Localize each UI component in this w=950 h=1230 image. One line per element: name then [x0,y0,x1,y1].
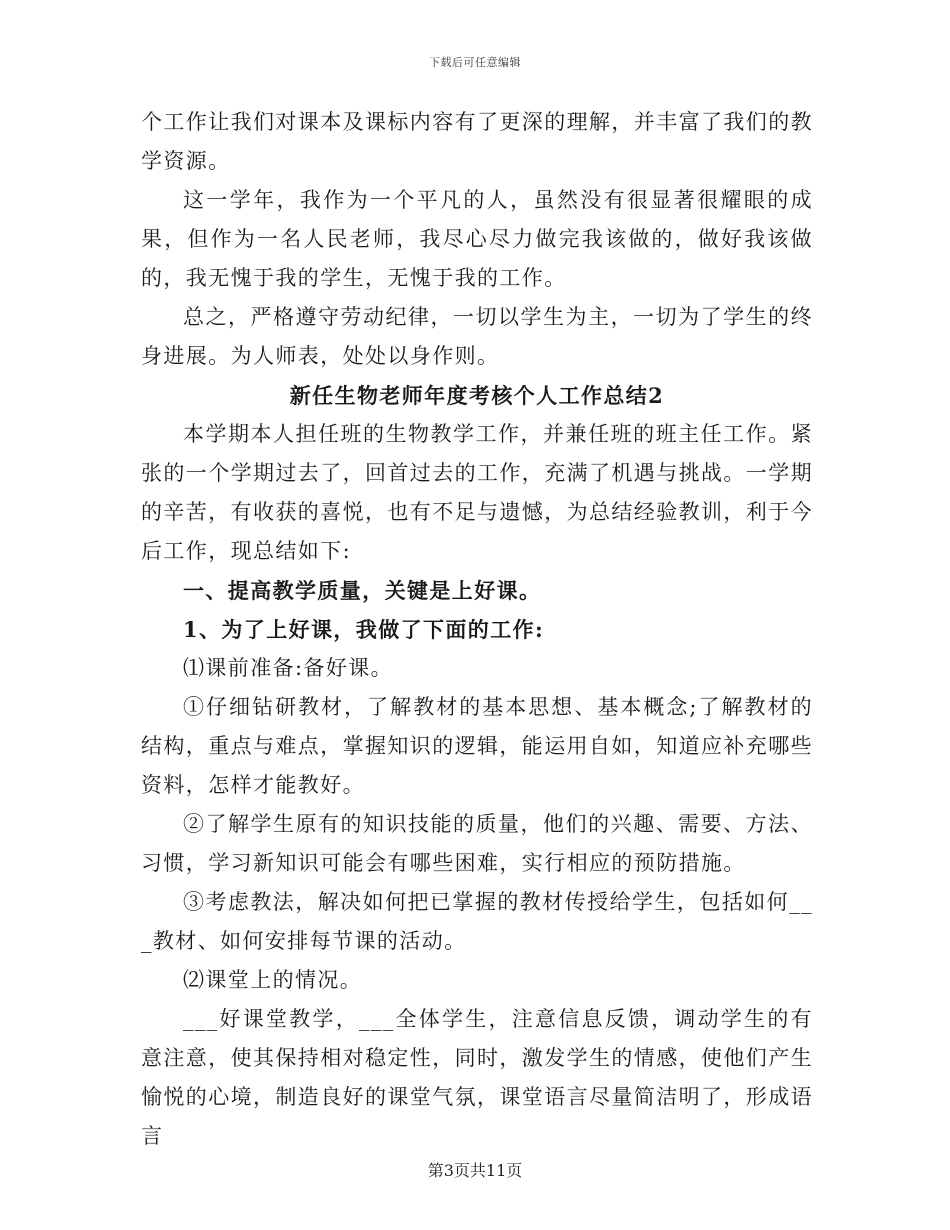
document-body [141,103,813,1156]
paragraph-conclusion: 总之，严格遵守劳动纪律，一切以学生为主，一切为了学生的终身进展。为人师表，处处以身作则。 [141,305,813,368]
page-number: 第3页共11页 [427,1161,523,1180]
heading-improve-quality: 一、提高教学质量，关键是上好课。 [183,578,542,603]
paragraph-classroom-teaching: ___好课堂教学，___全体学生，注意信息反馈，调动学生的有意注意，使其保持相对稳定性，同时，激发学生的情感，使他们产生愉悦的心境，制造良好的课堂气氛，课堂语言尽量简洁明了，形成语言 [141,1007,813,1148]
paragraph-intro: 本学期本人担任班的生物教学工作，并兼任班的班主任工作。紧张的一个学期过去了，回首过去的工作，充满了机遇与挑战。一学期的辛苦，有收获的喜悦，也有不足与遗憾，为总结经验教训，利于今后工作，现总结如下: [141,422,813,563]
item-understand-students: ②了解学生原有的知识技能的质量，他们的兴趣、需要、方法、习惯，学习新知识可能会有哪些困难，实行相应的预防措施。 [141,812,813,875]
section-title: 新任生物老师年度考核个人工作总结2 [289,383,665,408]
item-study-material: ①仔细钻研教材，了解教材的基本思想、基本概念;了解教材的结构，重点与难点，掌握知识的逻辑，能运用自如，知道应补充哪些资料，怎样才能教好。 [141,695,813,797]
item-teaching-method: ③考虑教法，解决如何把已掌握的教材传授给学生，包括如何___教材、如何安排每节课的活动。 [141,890,813,953]
paragraph-continuation: 个工作让我们对课本及课标内容有了更深的理解，并丰富了我们的教学资源。 [141,110,813,173]
page-header-note: 下载后可任意编辑 [429,56,521,69]
item-classroom: ⑵课堂上的情况。 [183,968,363,992]
item-lesson-prep: ⑴课前准备:备好课。 [183,656,394,680]
heading-good-lessons: 1、为了上好课，我做了下面的工作: [183,617,545,642]
paragraph-year-summary: 这一学年，我作为一个平凡的人，虽然没有很显著很耀眼的成果，但作为一名人民老师，我尽心尽力做完我该做的，做好我该做的，我无愧于我的学生，无愧于我的工作。 [141,188,813,290]
